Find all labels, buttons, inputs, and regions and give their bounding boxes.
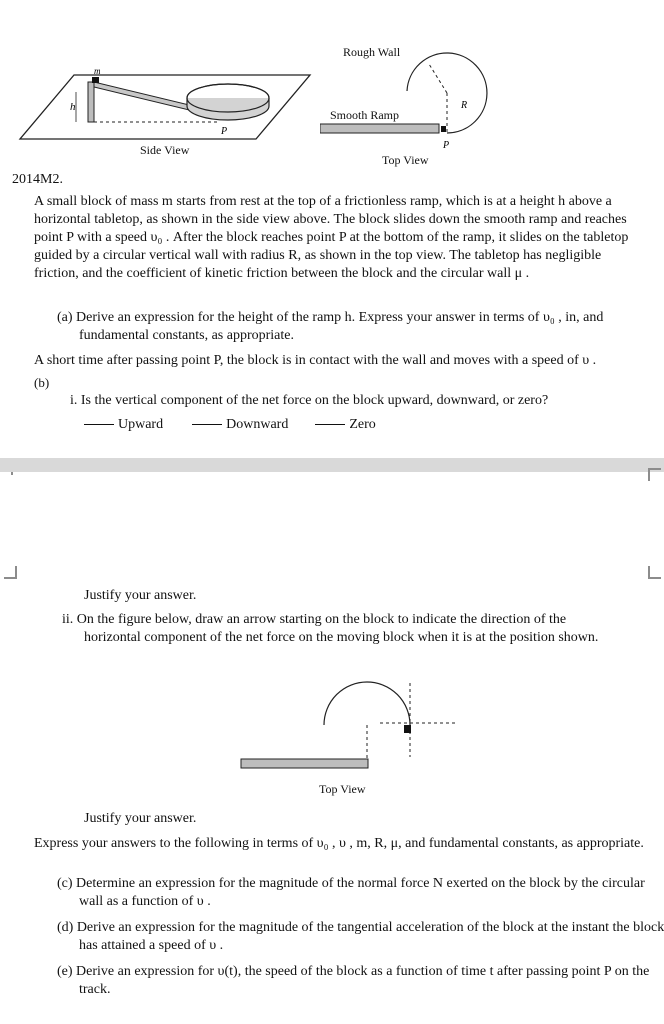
page-corner-bottom-right — [648, 468, 661, 481]
problem-id: 2014M2. — [12, 172, 63, 187]
label-r: R — [461, 100, 468, 111]
blank-upward[interactable] — [84, 424, 114, 425]
label-p-top: P — [443, 140, 450, 151]
blank-downward[interactable] — [192, 424, 222, 425]
bottom-top-view-caption: Top View — [319, 782, 366, 796]
choice-list — [84, 416, 376, 434]
rough-wall-label: Rough Wall — [343, 45, 401, 59]
smooth-ramp-label: Smooth Ramp — [330, 108, 400, 122]
part-b-i: i. Is the vertical component of the net force on the block upward, downward, or zero? — [70, 393, 549, 408]
justify-1: Justify your answer. — [84, 588, 197, 603]
choice-downward: Downward — [226, 417, 289, 432]
side-view-caption: Side View — [140, 143, 190, 157]
part-d: (d) Derive an expression for the magnitude of the tangential acceleration of the block at the instant the block has attained a speed of υ . — [57, 920, 664, 953]
intro-paragraph: A small block of mass m starts from rest at the top of a frictionless ramp, which is at a height h above a horizontal tabletop, as shown in the side view above. The block slides down the smooth ramp and reaches point P with a speed υ₀ . After the block reaches point P at the bottom of the ramp, it slides on the tabletop guided by a circular vertical wall with radius R, as shown in the top view. The tabletop has negligible friction, and the coefficient of kinetic friction between the block and the circular wall μ . — [34, 194, 629, 281]
justify-2: Justify your answer. — [84, 811, 197, 826]
blank-zero[interactable] — [315, 424, 345, 425]
part-c: (c) Determine an expression for the magnitude of the normal force N exerted on the block by the circular wall as a function of υ . — [57, 876, 645, 909]
label-h: h — [70, 101, 76, 113]
page-break — [0, 458, 664, 472]
page-corner-top-left — [4, 566, 17, 579]
label-m: m — [94, 66, 101, 76]
label-p-side: P — [221, 126, 228, 137]
choice-upward: Upward — [118, 417, 164, 432]
part-a: (a) Derive an expression for the height of the ramp h. Express your answer in terms of υ₀ , in, and fundamental constants, as appropriate. — [57, 310, 604, 343]
express-line: Express your answers to the following in terms of υ₀ , υ , m, R, μ, and fundamental constants, as appropriate. — [34, 836, 644, 851]
part-e: (e) Derive an expression for υ(t), the speed of the block as a function of time t after passing point P on the track. — [57, 964, 650, 997]
contact-line: A short time after passing point P, the block is in contact with the wall and moves with a speed of υ . — [34, 353, 597, 368]
bottom-top-view-figure[interactable] — [230, 665, 460, 780]
page-corner-top-right — [648, 566, 661, 579]
top-view-caption: Top View — [382, 153, 429, 167]
part-b-ii: ii. On the figure below, draw an arrow starting on the block to indicate the direction of the horizontal component of the net force on the moving block when it is at the position shown. — [62, 612, 599, 645]
choice-zero: Zero — [349, 417, 376, 432]
part-b-label: (b) — [34, 375, 50, 390]
block-marker — [404, 725, 411, 733]
